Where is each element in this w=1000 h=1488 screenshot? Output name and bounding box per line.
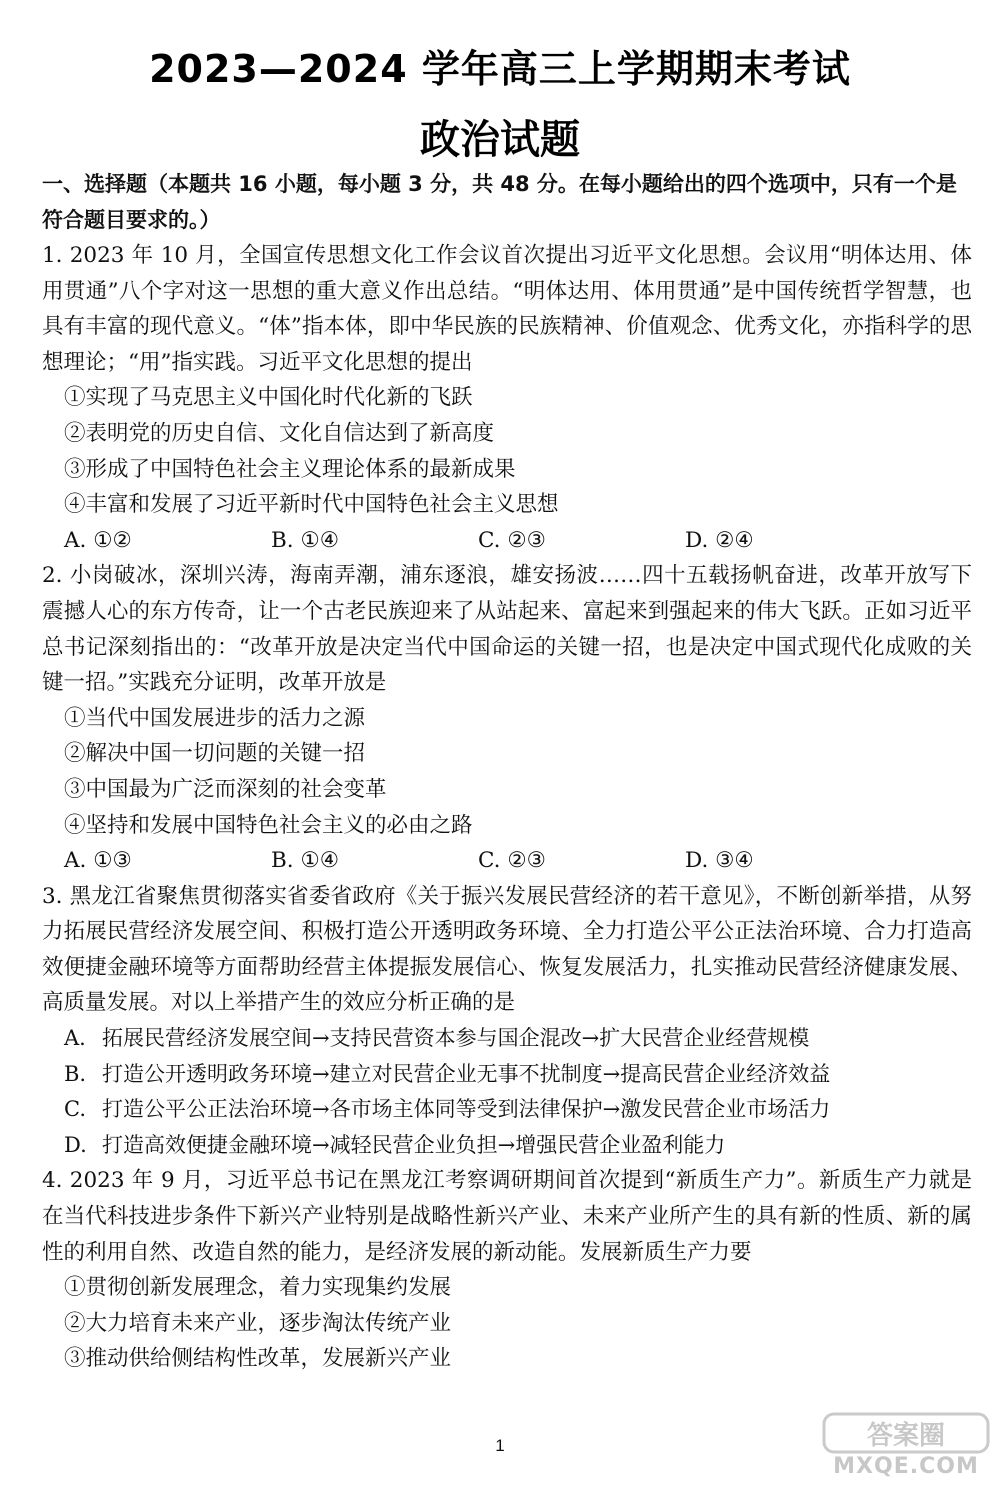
question-4-stem: 4. 2023 年 9 月，习近平总书记在黑龙江考察调研期间首次提到“新质生产力”。新质生产力就是在当代科技进步条件下新兴产业特别是战略性新兴产业、未来产业所产生的具有新的性质、新的属性的利用自然、改造自然的能力，是经济发展的新动能。发展新质生产力要 bbox=[42, 1168, 972, 1265]
exam-title: 2023—2024 学年高三上学期期末考试 bbox=[149, 47, 851, 91]
question-3-choice-d bbox=[42, 1128, 972, 1164]
question-2-options bbox=[42, 843, 972, 879]
question-2-item: ①当代中国发展进步的活力之源 bbox=[64, 705, 366, 731]
option-d: D. ②④ bbox=[685, 527, 754, 553]
choice-text: 打造公平公正法治环境→各市场主体同等受到法律保护→激发民营企业市场活力 bbox=[102, 1097, 831, 1122]
question-content bbox=[42, 166, 972, 1377]
question-2-stem: 2. 小岗破冰，深圳兴涛，海南弄潮，浦东逐浪，雄安扬波……四十五载扬帆奋进，改革开放写下震撼人心的东方传奇，让一个古老民族迎来了从站起来、富起来到强起来的伟大飞跃。正如习近平总书记深刻指出的：“改革开放是决定当代中国命运的关键一招，也是决定中国式现代化成败的关键一招。”实践充分证明，改革开放是 bbox=[42, 563, 972, 696]
option-c: C. ②③ bbox=[478, 848, 546, 874]
choice-text: 拓展民营经济发展空间→支持民营资本参与国企混改→扩大民营企业经营规模 bbox=[102, 1026, 810, 1051]
option-a: A. ①③ bbox=[64, 848, 132, 874]
question-3-stem: 3. 黑龙江省聚焦贯彻落实省委省政府《关于振兴发展民营经济的若干意见》，不断创新举措，从努力拓展民营经济发展空间、积极打造公开透明政务环境、全力打造公平公正法治环境、合力打造高效便捷金融环境等方面帮助经营主体提振发展信心、恢复发展活力，扎实推动民营经济健康发展、高质量发展。对以上举措产生的效应分析正确的是 bbox=[42, 883, 972, 1016]
question-4-item: ③推动供给侧结构性改革，发展新兴产业 bbox=[64, 1346, 452, 1372]
question-4-item: ①贯彻创新发展理念，着力实现集约发展 bbox=[64, 1275, 452, 1301]
question-3-choice-c bbox=[42, 1092, 972, 1128]
watermark-logo bbox=[820, 1408, 992, 1484]
question-3-choice-b bbox=[42, 1057, 972, 1093]
watermark-top-text: 答案圈 bbox=[866, 1421, 946, 1451]
question-2-item: ②解决中国一切问题的关键一招 bbox=[64, 741, 366, 767]
choice-letter: A. bbox=[64, 1026, 86, 1051]
option-c: C. ②③ bbox=[478, 527, 546, 553]
page-number: 1 bbox=[495, 1436, 505, 1455]
option-b: B. ①④ bbox=[271, 527, 340, 553]
option-b: B. ①④ bbox=[271, 848, 340, 874]
question-2-item: ③中国最为广泛而深刻的社会变革 bbox=[64, 776, 387, 802]
question-2-item: ④坚持和发展中国特色社会主义的必由之路 bbox=[64, 812, 473, 838]
question-1-item: ①实现了马克思主义中国化时代化新的飞跃 bbox=[64, 385, 473, 411]
subject-title: 政治试题 bbox=[420, 117, 580, 163]
watermark-badge-icon bbox=[820, 1408, 992, 1456]
option-a: A. ①② bbox=[64, 527, 132, 553]
question-3-choice-a bbox=[42, 1021, 972, 1057]
choice-letter: C. bbox=[64, 1097, 86, 1122]
option-d: D. ③④ bbox=[685, 848, 754, 874]
question-1-item: ②表明党的历史自信、文化自信达到了新高度 bbox=[64, 420, 495, 446]
question-1-item: ③形成了中国特色社会主义理论体系的最新成果 bbox=[64, 456, 516, 482]
choice-text: 打造公开透明政务环境→建立对民营企业无事不扰制度→提高民营企业经济效益 bbox=[102, 1061, 831, 1086]
choice-letter: B. bbox=[64, 1061, 87, 1086]
section-heading: 一、选择题（本题共 16 小题，每小题 3 分，共 48 分。在每小题给出的四个选项中，只有一个是符合题目要求的。） bbox=[42, 172, 957, 232]
question-1-item: ④丰富和发展了习近平新时代中国特色社会主义思想 bbox=[64, 492, 559, 518]
watermark-text: MXQE.COM bbox=[833, 1454, 979, 1479]
choice-text: 打造高效便捷金融环境→减轻民营企业负担→增强民营企业盈利能力 bbox=[102, 1132, 726, 1157]
question-1-stem: 1. 2023 年 10 月，全国宣传思想文化工作会议首次提出习近平文化思想。会议用“明体达用、体用贯通”八个字对这一思想的重大意义作出总结。“明体达用、体用贯通”是中国传统哲学智慧，也具有丰富的现代意义。“体”指本体，即中华民族的民族精神、价值观念、优秀文化，亦指科学的思想理论；“用”指实践。习近平文化思想的提出 bbox=[42, 243, 972, 375]
question-4-item: ②大力培育未来产业，逐步淘汰传统产业 bbox=[64, 1310, 452, 1336]
choice-letter: D. bbox=[64, 1132, 87, 1157]
question-1-options bbox=[42, 523, 972, 559]
